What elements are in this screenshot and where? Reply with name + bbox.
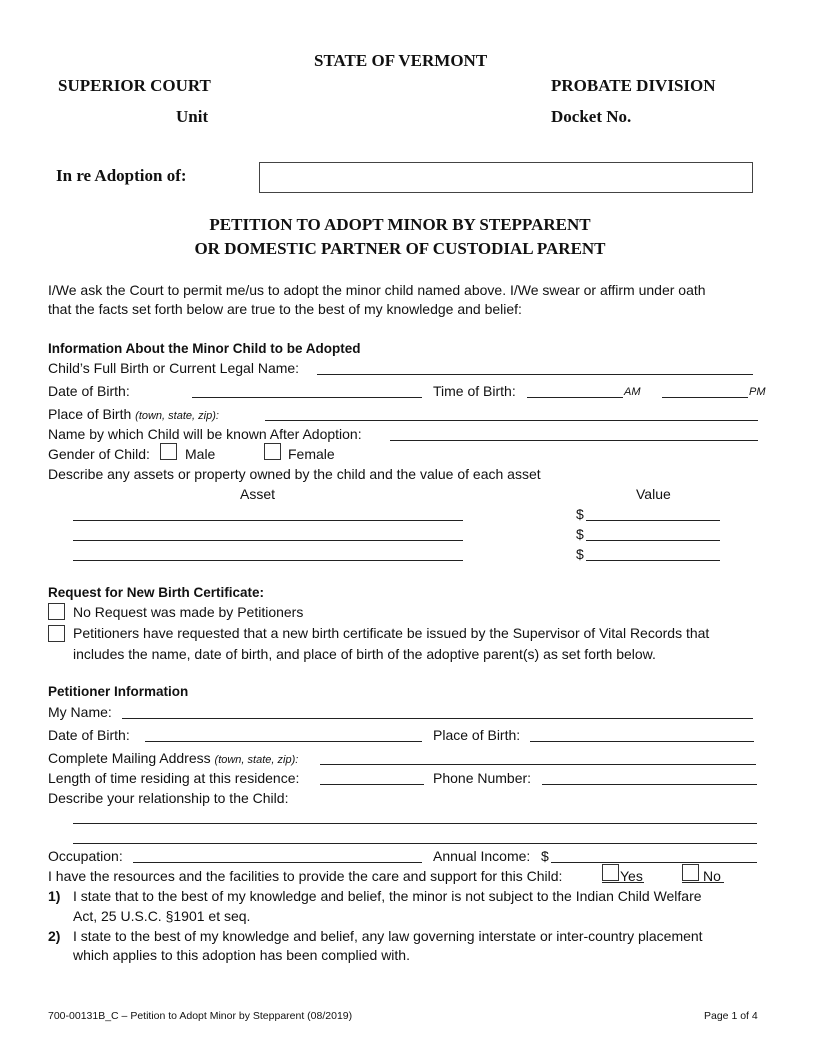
child-time-pm-field[interactable] — [662, 397, 748, 398]
resources-yes-underline — [602, 882, 644, 883]
petitioner-name-field[interactable] — [122, 718, 753, 719]
statement-1-number: 1) — [48, 888, 61, 904]
no-request-label: No Request was made by Petitioners — [73, 604, 304, 620]
income-label: Annual Income: — [433, 848, 531, 864]
adoption-of-label: In re Adoption of: — [56, 166, 187, 185]
address-label-text: Complete Mailing Address — [48, 750, 211, 766]
value-field-3[interactable] — [586, 560, 720, 561]
am-label: AM — [624, 386, 641, 398]
resources-no-underline — [682, 882, 724, 883]
gender-label: Gender of Child: — [48, 446, 150, 462]
asset-field-1[interactable] — [73, 520, 463, 521]
value-field-2[interactable] — [586, 540, 720, 541]
occupation-field[interactable] — [133, 862, 422, 863]
state-heading: STATE OF VERMONT — [314, 51, 488, 70]
statement-2-line-1: I state to the best of my knowledge and belief, any law governing interstate or inter-country placement — [73, 928, 703, 944]
footer-form-id: 700-00131B_C – Petition to Adopt Minor by Stepparent (08/2019) — [48, 1010, 353, 1022]
child-pob-label — [48, 406, 219, 422]
petitioner-pob-field[interactable] — [530, 741, 754, 742]
phone-field[interactable] — [542, 784, 757, 785]
occupation-label: Occupation: — [48, 848, 123, 864]
female-checkbox[interactable] — [264, 443, 281, 460]
resources-yes-checkbox[interactable] — [602, 864, 619, 881]
address-field[interactable] — [320, 764, 756, 765]
petitioner-heading: Petitioner Information — [48, 684, 189, 699]
birth-cert-heading: Request for New Birth Certificate: — [48, 585, 265, 600]
female-label: Female — [288, 446, 335, 462]
assets-label: Describe any assets or property owned by the child and the value of each asset — [48, 466, 541, 482]
male-checkbox[interactable] — [160, 443, 177, 460]
relationship-label: Describe your relationship to the Child: — [48, 790, 289, 806]
statement-2-line-2: which applies to this adoption has been complied with. — [73, 947, 410, 963]
income-field[interactable] — [551, 862, 757, 863]
child-dob-field[interactable] — [192, 397, 422, 398]
address-label — [48, 750, 298, 766]
asset-field-2[interactable] — [73, 540, 463, 541]
child-pob-hint: (town, state, zip): — [135, 410, 219, 422]
known-as-label: Name by which Child will be known After Adoption: — [48, 426, 362, 442]
dollar-sign: $ — [576, 506, 584, 522]
court-heading: SUPERIOR COURT — [58, 76, 211, 95]
child-dob-label: Date of Birth: — [48, 383, 130, 399]
request-checkbox[interactable] — [48, 625, 65, 642]
child-time-am-field[interactable] — [527, 397, 623, 398]
dollar-sign: $ — [576, 526, 584, 542]
address-hint: (town, state, zip): — [214, 754, 299, 766]
phone-label: Phone Number: — [433, 770, 532, 786]
request-label-line-1: Petitioners have requested that a new birth certificate be issued by the Supervisor of Vital Records that — [73, 625, 710, 641]
child-time-label: Time of Birth: — [433, 383, 516, 399]
value-column-header: Value — [636, 486, 671, 502]
petitioner-pob-label: Place of Birth: — [433, 727, 521, 743]
request-label-line-2: includes the name, date of birth, and place of birth of the adoptive parent(s) as set forth below. — [73, 646, 656, 662]
resources-yes-label: Yes — [620, 868, 643, 884]
child-name-field[interactable] — [317, 374, 753, 375]
residence-field[interactable] — [320, 784, 424, 785]
unit-label: Unit — [176, 107, 209, 126]
statement-2-number: 2) — [48, 928, 61, 944]
income-dollar: $ — [541, 848, 549, 864]
statement-1-line-1: I state that to the best of my knowledge and belief, the minor is not subject to the Indian Child Welfare — [73, 888, 702, 904]
child-pob-label-text: Place of Birth — [48, 406, 132, 422]
adoption-of-input[interactable] — [259, 162, 753, 193]
pm-label: PM — [749, 386, 766, 398]
division-heading: PROBATE DIVISION — [551, 76, 716, 95]
male-label: Male — [185, 446, 216, 462]
petitioner-dob-field[interactable] — [145, 741, 422, 742]
petitioner-name-label: My Name: — [48, 704, 112, 720]
child-pob-field[interactable] — [265, 420, 758, 421]
relationship-field-2[interactable] — [73, 843, 757, 844]
relationship-field-1[interactable] — [73, 823, 757, 824]
footer-page-number: Page 1 of 4 — [704, 1010, 758, 1022]
asset-column-header: Asset — [240, 486, 276, 502]
dollar-sign: $ — [576, 546, 584, 562]
petitioner-dob-label: Date of Birth: — [48, 727, 130, 743]
docket-label: Docket No. — [551, 107, 632, 126]
resources-label: I have the resources and the facilities to provide the care and support for this Child: — [48, 868, 563, 884]
child-section-heading: Information About the Minor Child to be Adopted — [48, 341, 361, 356]
statement-1-line-2: Act, 25 U.S.C. §1901 et seq. — [73, 908, 251, 924]
residence-label: Length of time residing at this residence: — [48, 770, 300, 786]
intro-line-2: that the facts set forth below are true to the best of my knowledge and belief: — [48, 301, 522, 317]
resources-no-checkbox[interactable] — [682, 864, 699, 881]
resources-no-label: No — [703, 868, 721, 884]
known-as-field[interactable] — [390, 440, 758, 441]
asset-field-3[interactable] — [73, 560, 463, 561]
value-field-1[interactable] — [586, 520, 720, 521]
title-line-2: OR DOMESTIC PARTNER OF CUSTODIAL PARENT — [194, 239, 606, 258]
child-name-label: Child’s Full Birth or Current Legal Name: — [48, 360, 300, 376]
intro-line-1: I/We ask the Court to permit me/us to adopt the minor child named above. I/We swear or affirm under oath — [48, 282, 706, 298]
no-request-checkbox[interactable] — [48, 603, 65, 620]
title-line-1: PETITION TO ADOPT MINOR BY STEPPARENT — [209, 215, 591, 234]
